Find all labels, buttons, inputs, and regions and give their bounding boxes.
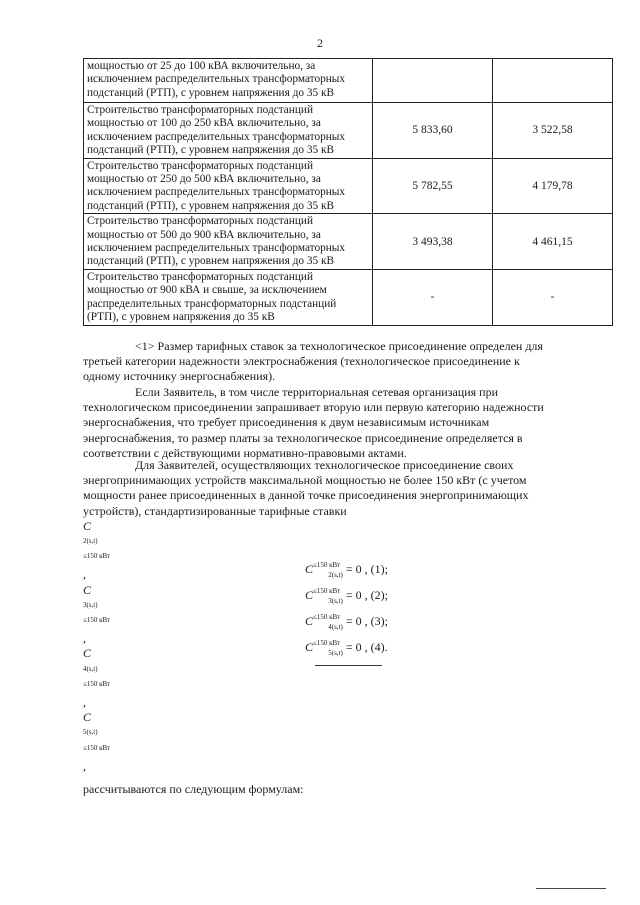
section-divider (315, 665, 382, 666)
table-row (84, 269, 613, 325)
value-cell-col3: 4 179,78 (493, 158, 613, 214)
value-cell-col3: - (493, 269, 613, 325)
table-row (84, 214, 613, 270)
table-row (84, 59, 613, 103)
inline-rates-line: устройств), стандартизированные тарифные ставки C 2(s,t) $^{\le 150 кВт}$ , C 3(s,t) $^{\le 150 кВт}$ , C 4(s,t) $^{\le 150 кВт}$ , C 5(s,t) $^{\le 150 кВт}$ , (83, 504, 603, 774)
page-number: 2 (317, 36, 323, 50)
formula-3: $C^{\le 150 кВт}_{4(s,t)} = 0$ , (3); (305, 613, 388, 631)
footnote-paragraph: <1> Размер тарифных ставок за технологическое присоединение определен для третьей категории надежности электроснабжения (технологическое присоединение к одному источнику энергоснабжения). (83, 339, 543, 384)
formula-list (305, 557, 388, 661)
reliability-paragraph: Если Заявитель, в том числе территориальная сетевая организация при технологическом присоединении запрашивает вторую или первую категорию надежности энергоснабжения, что требует присоединения к двум независимым источникам энергоснабжения, то размер платы за технологическое присоединение определяется в соответствии с действующими нормативно-правовыми актами. (83, 385, 544, 460)
rate-symbol-5: C 5(s,t) $^{\le 150 кВт}$ (83, 710, 111, 752)
value-cell-col3 (493, 59, 613, 103)
formula-1: $C^{\le 150 кВт}_{2(s,t)} = 0$ , (1); (305, 561, 388, 579)
table-row (84, 103, 613, 159)
tariff-table (83, 58, 613, 326)
value-cell-col2 (373, 59, 493, 103)
applicants-paragraph: Для Заявителей, осуществляющих технологическое присоединение своих энергопринимающих устройств максимальной мощностью не более 150 кВт (с учетом мощности ранее присоединенных в данной точке присоединения энергопринимающих устройств), стандартизированные тарифные ставки C 2(s,t) $^{\le 150 кВт}$ , C 3(s,t) $^{\le 150 кВт}$ , C 4(s,t) $^{\le 150 кВт}$ , C 5(s,t) $^{\le 150 кВт}$ , рассчитываются по следующим формулам: (83, 458, 603, 797)
footer-divider (536, 888, 606, 889)
value-cell-col3: 3 522,58 (493, 103, 613, 159)
formula-4: $C^{\le 150 кВт}_{5(s,t)} = 0$ , (4). (305, 639, 388, 657)
value-cell-col2: 5 782,55 (373, 158, 493, 214)
row-description: Строительство трансформаторных подстанций мощностью от 100 до 250 кВА включительно, за исключением распределительных трансформаторных подстанций (РТП), с уровнем напряжения до 35 кВ (84, 103, 373, 159)
formula-2: $C^{\le 150 кВт}_{3(s,t)} = 0$ , (2); (305, 587, 388, 605)
table-row (84, 158, 613, 214)
row-description: Строительство трансформаторных подстанций мощностью от 900 кВА и свыше, за исключением распределительных трансформаторных подстанций (РТП), с уровнем напряжения до 35 кВ (84, 269, 373, 325)
value-cell-col2: 3 493,38 (373, 214, 493, 270)
value-cell-col3: 4 461,15 (493, 214, 613, 270)
value-cell-col2: 5 833,60 (373, 103, 493, 159)
rate-symbol-2: C 2(s,t) $^{\le 150 кВт}$ (83, 518, 111, 561)
row-description: Строительство трансформаторных подстанций мощностью от 250 до 500 кВА включительно, за исключением распределительных трансформаторных подстанций (РТП), с уровнем напряжения до 35 кВ (84, 158, 373, 214)
row-description: мощностью от 25 до 100 кВА включительно, за исключением распределительных трансформаторных подстанций (РТП), с уровнем напряжения до 35 кВ (84, 59, 373, 103)
rate-symbol-3: C 3(s,t) $^{\le 150 кВт}$ (83, 582, 111, 625)
row-description: Строительство трансформаторных подстанций мощностью от 500 до 900 кВА включительно, за исключением распределительных трансформаторных подстанций (РТП), с уровнем напряжения до 35 кВ (84, 214, 373, 270)
value-cell-col2: - (373, 269, 493, 325)
rate-symbol-4: C 4(s,t) $^{\le 150 кВт}$ (83, 646, 111, 688)
